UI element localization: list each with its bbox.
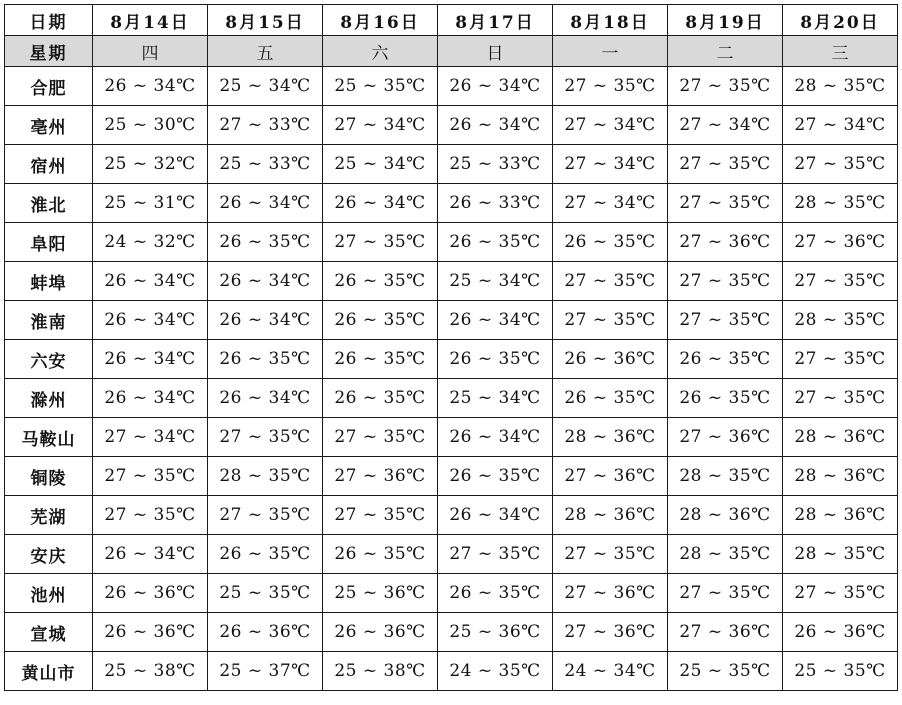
temperature-range-cell: 26 ~ 35℃ [323,301,438,340]
date-header-row [5,5,898,36]
temperature-range-cell: 25 ~ 34℃ [208,67,323,106]
table-row [5,67,898,106]
temperature-range-cell: 25 ~ 37℃ [208,652,323,691]
temperature-range-cell: 27 ~ 35℃ [323,223,438,262]
city-name-cell: 芜湖 [5,496,93,535]
table-row [5,379,898,418]
temperature-range-cell: 26 ~ 35℃ [438,574,553,613]
temperature-range-cell: 25 ~ 33℃ [208,145,323,184]
temperature-range-cell: 27 ~ 34℃ [93,418,208,457]
temperature-range-cell: 26 ~ 34℃ [93,67,208,106]
weekday-cell: 三 [783,36,898,67]
table-row [5,535,898,574]
date-header-cell: 8月14日 [93,5,208,36]
temperature-range-cell: 26 ~ 35℃ [208,535,323,574]
temperature-range-cell: 27 ~ 35℃ [783,262,898,301]
temperature-range-cell: 27 ~ 35℃ [553,301,668,340]
table-row [5,496,898,535]
temperature-range-cell: 26 ~ 34℃ [438,301,553,340]
temperature-range-cell: 28 ~ 36℃ [783,418,898,457]
city-name-cell: 六安 [5,340,93,379]
temperature-range-cell: 26 ~ 35℃ [438,223,553,262]
temperature-range-cell: 26 ~ 34℃ [438,418,553,457]
temperature-forecast-table [4,4,898,691]
temperature-range-cell: 27 ~ 36℃ [668,613,783,652]
temperature-range-cell: 26 ~ 34℃ [93,379,208,418]
temperature-range-cell: 27 ~ 35℃ [553,67,668,106]
city-name-cell: 淮南 [5,301,93,340]
temperature-range-cell: 27 ~ 35℃ [553,262,668,301]
temperature-range-cell: 26 ~ 33℃ [438,184,553,223]
temperature-range-cell: 26 ~ 35℃ [553,223,668,262]
temperature-range-cell: 28 ~ 35℃ [208,457,323,496]
temperature-range-cell: 27 ~ 34℃ [323,106,438,145]
temperature-range-cell: 26 ~ 36℃ [208,613,323,652]
temperature-range-cell: 28 ~ 35℃ [783,301,898,340]
temperature-range-cell: 27 ~ 34℃ [553,106,668,145]
temperature-range-cell: 26 ~ 35℃ [668,379,783,418]
temperature-range-cell: 27 ~ 35℃ [668,145,783,184]
temperature-range-cell: 26 ~ 35℃ [323,262,438,301]
temperature-range-cell: 25 ~ 31℃ [93,184,208,223]
temperature-range-cell: 25 ~ 35℃ [208,574,323,613]
weekday-cell: 日 [438,36,553,67]
temperature-range-cell: 24 ~ 35℃ [438,652,553,691]
temperature-range-cell: 28 ~ 35℃ [783,535,898,574]
weekday-row [5,36,898,67]
table-row [5,574,898,613]
city-name-cell: 阜阳 [5,223,93,262]
temperature-range-cell: 27 ~ 35℃ [783,574,898,613]
temperature-range-cell: 25 ~ 38℃ [93,652,208,691]
temperature-range-cell: 25 ~ 38℃ [323,652,438,691]
temperature-range-cell: 27 ~ 35℃ [668,574,783,613]
temperature-range-cell: 27 ~ 35℃ [783,340,898,379]
temperature-range-cell: 27 ~ 35℃ [668,301,783,340]
table-row [5,340,898,379]
temperature-range-cell: 25 ~ 32℃ [93,145,208,184]
city-name-cell: 淮北 [5,184,93,223]
table-body [5,5,898,691]
temperature-range-cell: 28 ~ 36℃ [553,418,668,457]
temperature-range-cell: 26 ~ 35℃ [323,340,438,379]
temperature-range-cell: 27 ~ 35℃ [783,379,898,418]
temperature-range-cell: 27 ~ 35℃ [208,418,323,457]
temperature-range-cell: 27 ~ 36℃ [668,223,783,262]
weekday-cell: 五 [208,36,323,67]
temperature-range-cell: 26 ~ 34℃ [208,379,323,418]
city-name-cell: 亳州 [5,106,93,145]
temperature-range-cell: 27 ~ 35℃ [93,496,208,535]
temperature-range-cell: 26 ~ 36℃ [553,340,668,379]
temperature-range-cell: 27 ~ 35℃ [438,535,553,574]
temperature-range-cell: 26 ~ 34℃ [438,496,553,535]
temperature-range-cell: 25 ~ 35℃ [783,652,898,691]
temperature-range-cell: 27 ~ 35℃ [783,145,898,184]
date-header-cell: 8月19日 [668,5,783,36]
temperature-range-cell: 28 ~ 36℃ [553,496,668,535]
table-row [5,418,898,457]
temperature-range-cell: 26 ~ 36℃ [93,613,208,652]
temperature-range-cell: 27 ~ 35℃ [668,184,783,223]
temperature-range-cell: 27 ~ 35℃ [668,262,783,301]
table-row [5,652,898,691]
temperature-range-cell: 26 ~ 35℃ [208,223,323,262]
temperature-range-cell: 25 ~ 35℃ [668,652,783,691]
temperature-range-cell: 26 ~ 34℃ [93,262,208,301]
city-name-cell: 安庆 [5,535,93,574]
temperature-range-cell: 25 ~ 34℃ [323,145,438,184]
date-header-label: 日期 [5,5,93,36]
city-name-cell: 池州 [5,574,93,613]
temperature-range-cell: 25 ~ 35℃ [323,67,438,106]
temperature-range-cell: 28 ~ 35℃ [783,67,898,106]
city-name-cell: 蚌埠 [5,262,93,301]
weekday-cell: 六 [323,36,438,67]
temperature-range-cell: 27 ~ 33℃ [208,106,323,145]
temperature-range-cell: 25 ~ 33℃ [438,145,553,184]
city-name-cell: 合肥 [5,67,93,106]
weekday-cell: 二 [668,36,783,67]
temperature-range-cell: 27 ~ 35℃ [668,67,783,106]
date-header-cell: 8月20日 [783,5,898,36]
temperature-range-cell: 26 ~ 35℃ [208,340,323,379]
temperature-range-cell: 26 ~ 34℃ [438,67,553,106]
temperature-range-cell: 27 ~ 36℃ [553,574,668,613]
weekday-cell: 四 [93,36,208,67]
table-row [5,262,898,301]
date-header-cell: 8月18日 [553,5,668,36]
temperature-range-cell: 26 ~ 34℃ [93,340,208,379]
city-name-cell: 马鞍山 [5,418,93,457]
temperature-range-cell: 25 ~ 36℃ [438,613,553,652]
temperature-range-cell: 27 ~ 34℃ [553,145,668,184]
temperature-range-cell: 27 ~ 36℃ [553,613,668,652]
temperature-range-cell: 25 ~ 34℃ [438,262,553,301]
city-name-cell: 黄山市 [5,652,93,691]
temperature-range-cell: 27 ~ 34℃ [668,106,783,145]
weekday-cell: 一 [553,36,668,67]
temperature-range-cell: 26 ~ 34℃ [438,106,553,145]
temperature-range-cell: 27 ~ 35℃ [208,496,323,535]
table-row [5,613,898,652]
temperature-range-cell: 28 ~ 35℃ [668,535,783,574]
temperature-range-cell: 28 ~ 36℃ [783,457,898,496]
temperature-range-cell: 27 ~ 36℃ [553,457,668,496]
temperature-range-cell: 26 ~ 35℃ [438,340,553,379]
temperature-range-cell: 26 ~ 35℃ [668,340,783,379]
temperature-range-cell: 26 ~ 36℃ [93,574,208,613]
temperature-range-cell: 25 ~ 36℃ [323,574,438,613]
temperature-range-cell: 26 ~ 34℃ [323,184,438,223]
temperature-range-cell: 28 ~ 36℃ [783,496,898,535]
table-row [5,457,898,496]
table-row [5,184,898,223]
temperature-range-cell: 26 ~ 34℃ [208,301,323,340]
temperature-range-cell: 26 ~ 34℃ [93,301,208,340]
temperature-range-cell: 26 ~ 35℃ [323,535,438,574]
temperature-range-cell: 26 ~ 36℃ [783,613,898,652]
temperature-range-cell: 26 ~ 35℃ [323,379,438,418]
temperature-range-cell: 27 ~ 36℃ [783,223,898,262]
temperature-range-cell: 27 ~ 36℃ [323,457,438,496]
city-name-cell: 宣城 [5,613,93,652]
temperature-range-cell: 27 ~ 35℃ [93,457,208,496]
temperature-range-cell: 27 ~ 36℃ [668,418,783,457]
table-row [5,301,898,340]
temperature-range-cell: 26 ~ 35℃ [438,457,553,496]
city-name-cell: 铜陵 [5,457,93,496]
temperature-range-cell: 25 ~ 34℃ [438,379,553,418]
temperature-range-cell: 24 ~ 34℃ [553,652,668,691]
temperature-range-cell: 28 ~ 36℃ [668,496,783,535]
weekday-label: 星期 [5,36,93,67]
temperature-range-cell: 26 ~ 34℃ [208,262,323,301]
temperature-range-cell: 26 ~ 35℃ [553,379,668,418]
table-row [5,223,898,262]
city-name-cell: 宿州 [5,145,93,184]
temperature-range-cell: 27 ~ 35℃ [553,535,668,574]
temperature-range-cell: 27 ~ 35℃ [323,496,438,535]
temperature-range-cell: 24 ~ 32℃ [93,223,208,262]
temperature-range-cell: 26 ~ 36℃ [323,613,438,652]
temperature-range-cell: 27 ~ 34℃ [783,106,898,145]
date-header-cell: 8月17日 [438,5,553,36]
date-header-cell: 8月16日 [323,5,438,36]
city-name-cell: 滁州 [5,379,93,418]
temperature-range-cell: 27 ~ 35℃ [323,418,438,457]
table-row [5,106,898,145]
temperature-range-cell: 27 ~ 34℃ [553,184,668,223]
temperature-range-cell: 26 ~ 34℃ [93,535,208,574]
temperature-range-cell: 28 ~ 35℃ [668,457,783,496]
temperature-range-cell: 25 ~ 30℃ [93,106,208,145]
temperature-range-cell: 26 ~ 34℃ [208,184,323,223]
date-header-cell: 8月15日 [208,5,323,36]
forecast-table-container [4,4,898,691]
temperature-range-cell: 28 ~ 35℃ [783,184,898,223]
table-row [5,145,898,184]
